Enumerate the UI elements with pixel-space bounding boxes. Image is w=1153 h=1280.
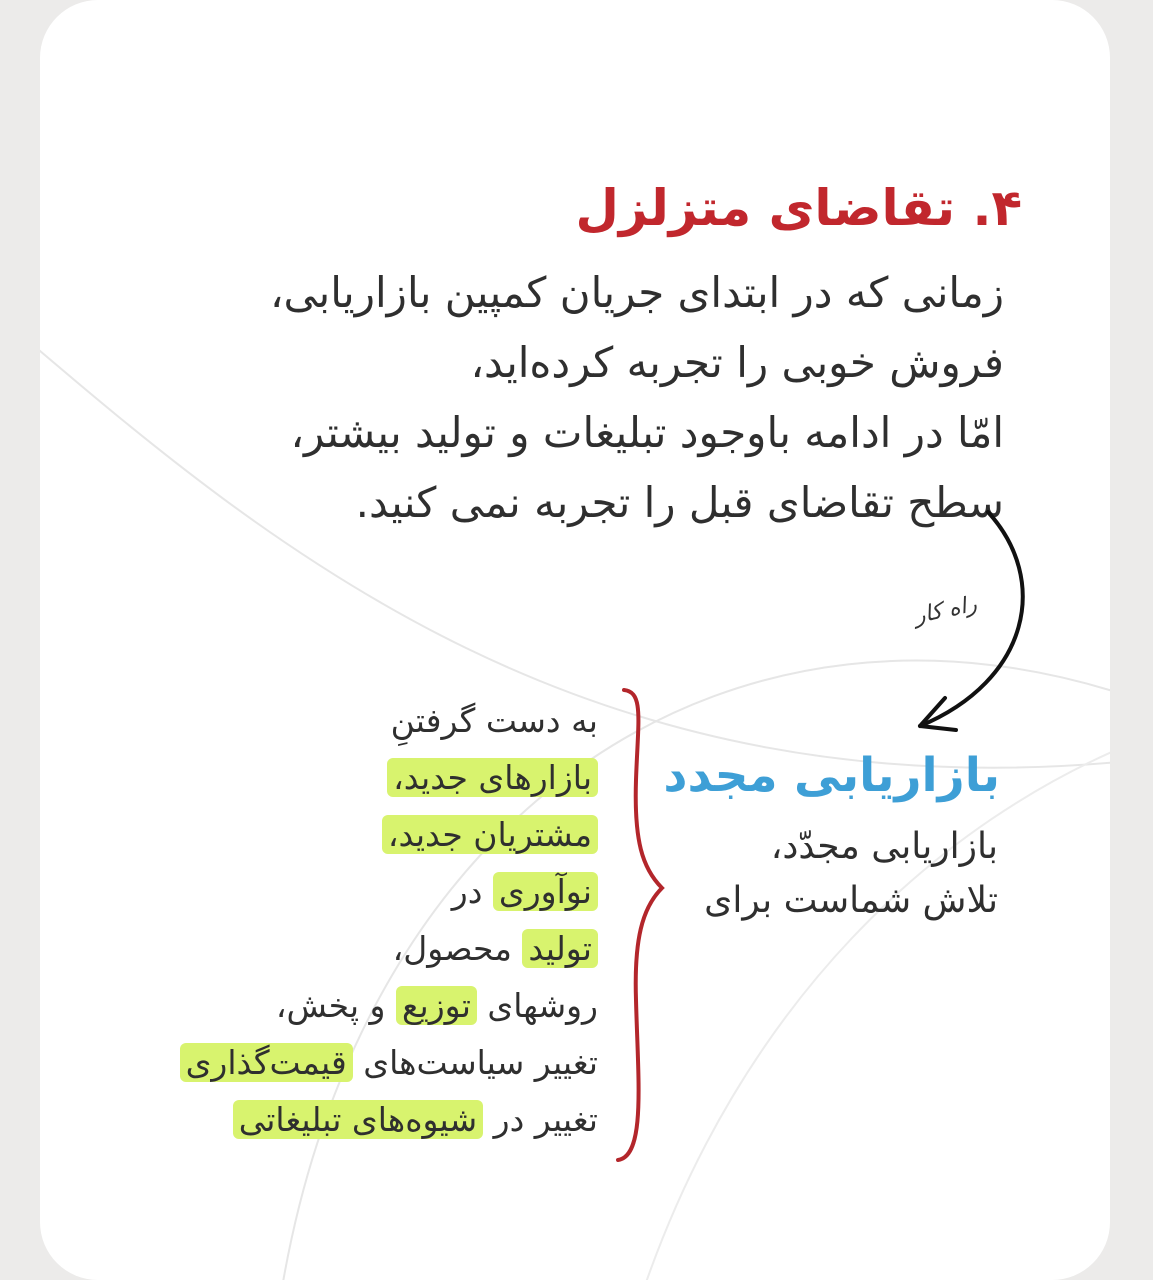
solution-line: تلاش شماست برای <box>704 880 998 921</box>
list-item <box>40 863 598 920</box>
list-text: و پخش، <box>275 986 396 1025</box>
list-text: محصول، <box>392 929 523 968</box>
strategy-list <box>40 692 598 1148</box>
list-text: در <box>451 872 493 911</box>
intro-line: زمانی که در ابتدای جریان کمپین بازاریابی، <box>269 268 1004 317</box>
list-item <box>40 920 598 977</box>
list-item <box>40 692 598 749</box>
intro-line: سطح تقاضای قبل را تجربه نمی کنید. <box>355 478 1004 527</box>
highlighted-text: قیمت‌گذاری <box>180 1043 353 1082</box>
intro-line: امّا در ادامه باوجود تبلیغات و تولید بیشتر، <box>290 408 1004 457</box>
intro-line: فروش خوبی را تجربه کرده‌اید، <box>470 338 1004 387</box>
content-card <box>40 0 1110 1280</box>
list-item <box>40 1034 598 1091</box>
highlighted-text: نوآوری <box>493 872 598 911</box>
solution-title: بازاریابی مجدد <box>663 748 1000 803</box>
highlighted-text: بازارهای جدید، <box>387 758 598 797</box>
list-item <box>40 1091 598 1148</box>
list-text: به دست گرفتنِ <box>390 701 598 740</box>
arrow-label: راه کار <box>912 591 979 630</box>
list-item <box>40 806 598 863</box>
list-text: تغییر سیاست‌های <box>352 1043 598 1082</box>
highlighted-text: تولید <box>522 929 598 968</box>
highlighted-text: مشتریان جدید، <box>382 815 598 854</box>
list-item <box>40 749 598 806</box>
section-title: ۴. تقاضای متزلزل <box>575 179 1022 237</box>
list-item <box>40 977 598 1034</box>
highlighted-text: شیوه‌های تبلیغاتی <box>233 1100 483 1139</box>
highlighted-text: توزیع <box>396 986 477 1025</box>
list-text: روشهای <box>476 986 598 1025</box>
list-text: تغییر در <box>483 1100 598 1139</box>
solution-line: بازاریابی مجدّد، <box>770 826 998 867</box>
